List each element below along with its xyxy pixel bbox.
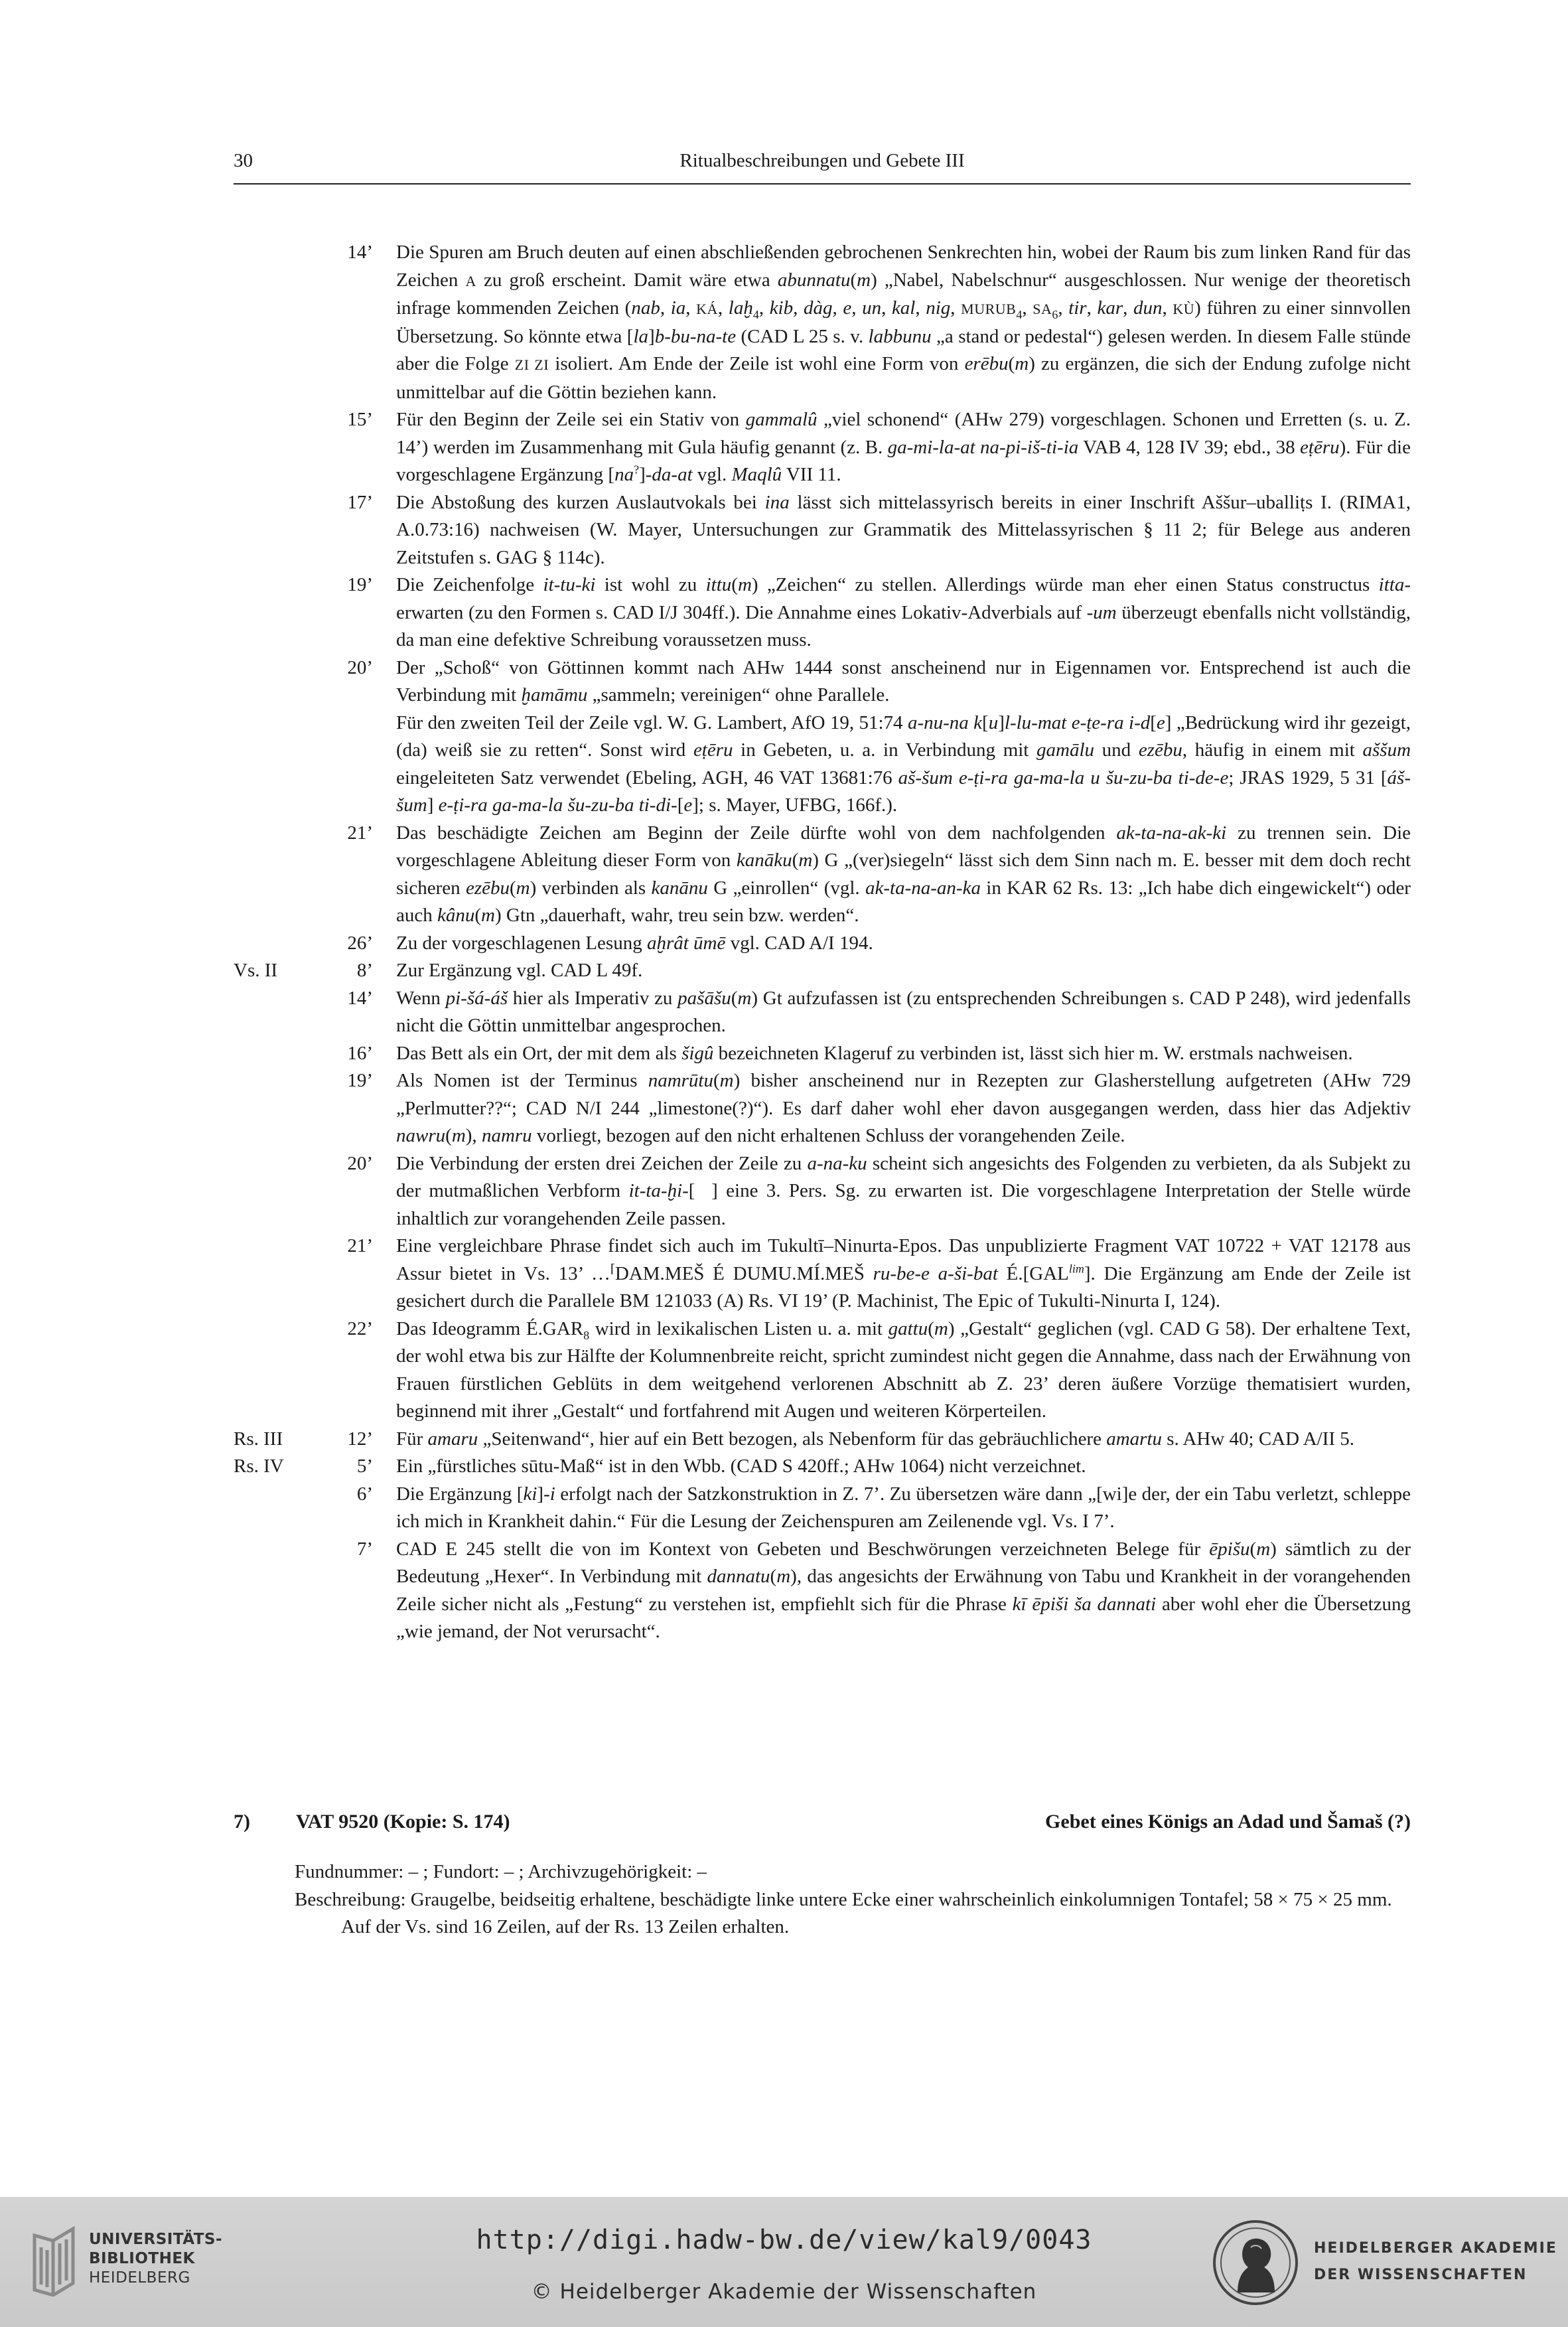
ub-line-1: UNIVERSITÄTS- bbox=[89, 2231, 223, 2248]
line-number: 14’ bbox=[347, 987, 373, 1009]
line-number: 26’ bbox=[347, 932, 373, 954]
note-text: Eine vergleichbare Phrase findet sich auch im Tukultī–Ninurta-Epos. Das unpublizierte Fragment VAT 10722 + VAT 12178 aus Assur bietet in Vs. 13’ …⌈DAM.MEŠ É DUMU.MÍ.MEŠ ru-be-e a-ši-bat $É.[GAL^{lim}]$. Die Ergänzung am Ende der Zeile ist gesichert durch die Parallele BM 121033 (A) Rs. VI 19’ (P. Machinist, The Epic of Tukulti-Ninurta I, 124). bbox=[396, 1235, 1411, 1312]
commentary-note bbox=[234, 1233, 1411, 1315]
commentary-note bbox=[234, 406, 1411, 489]
permalink-url[interactable]: http://digi.hadw-bw.de/view/kal9/0043 bbox=[476, 2225, 1092, 2255]
note-text: Der „Schoß“ von Göttinnen kommt nach AHw 1444 sonst anscheinend nur in Eigennamen vor. Entsprechend ist auch die Verbindung mit ḫamāmu „sammeln; vereinigen“ ohne Parallele. Für den zweiten Teil der Zeile vgl. W. G. Lambert, AfO 19, 51:74 a-nu-na k[u]l-lu-mat e-ṭe-ra i-d[e] „Bedrückung wird ihr gezeigt, (da) weiß sie zu retten“. Sonst wird eṭēru in Gebeten, u. a. in Verbindung mit gamālu und ezēbu, häufig in einem mit aššum eingeleiteten Satz verwendet (Ebeling, AGH, 46 VAT 13681:76 aš-šum e-ṭi-ra ga-ma-la u šu-zu-ba ti-de-e; JRAS 1929, 5 31 [áš-šum] e-ṭi-ra ga-ma-la šu-zu-ba ti-di-[e]; s. Mayer, UFBG, 166f.). bbox=[396, 656, 1411, 816]
line-number: 22’ bbox=[347, 1317, 373, 1339]
commentary-note bbox=[234, 930, 1411, 958]
academy-name bbox=[1314, 2235, 1557, 2289]
tablet-column-label: Rs. III bbox=[234, 1428, 283, 1450]
description: Beschreibung: Graugelbe, beidseitig erhaltene, beschädigte linke untere Ecke einer wahrscheinlich einkolumnigen Tontafel; 58 × 75 × 25 mm. Auf der Vs. sind 16 Zeilen, auf der Rs. 13 Zeilen erhalten. bbox=[295, 1888, 1392, 1937]
note-text: Zu der vorgeschlagenen Lesung aḫrât ūmē vgl. CAD A/I 194. bbox=[396, 932, 873, 954]
line-number: 21’ bbox=[347, 1235, 373, 1256]
note-text: Das Ideogramm $É.GAR_8$ wird in lexikalischen Listen u. a. mit gattu(m) „Gestalt“ geglichen (vgl. CAD G 58). Der erhaltene Text, der wohl etwa bis zur Hälfte der Kolumnenbreite reicht, spricht zumindest nicht gegen die Annahme, dass nach der Erwähnung von Frauen fürstlichen Geblüts in dem weitgehend verlorenen Abschnitt ab Z. 23’ deren äußere Vorzüge thematisiert wurden, beginnend mit ihrer „Gestalt“ und fortfahrend mit Augen und weiteren Körperteilen. bbox=[396, 1317, 1411, 1422]
fund-info: Fundnummer: – ; Fundort: – ; Archivzugehörigkeit: – bbox=[295, 1861, 707, 1882]
note-text: Ein „fürstliches sūtu-Maß“ ist in den Wbb. (CAD S 420ff.; AHw 1064) nicht verzeichnet. bbox=[396, 1456, 1086, 1477]
commentary-note bbox=[234, 820, 1411, 930]
commentary-note bbox=[234, 985, 1411, 1040]
section-name: VAT 9520 (Kopie: S. 174) bbox=[296, 1811, 510, 1833]
note-text: Die Spuren am Bruch deuten auf einen abschließenden gebrochenen Senkrechten hin, wobei der Raum bis zum linken Rand für das Zeichen A zu groß erscheint. Damit wäre etwa abunnatu(m) „Nabel, Nabelschnur“ ausgeschlossen. Nur wenige der theoretisch infrage kommenden Zeichen (nab, ia, KÁ, laḫ$_4$, kib, dàg, e, un, kal, nig, $MURUB_4$, $SA_6$, tir, kar, dun, KÙ) führen zu einer sinnvollen Übersetzung. So könnte etwa [la]b-bu-na-te (CAD L 25 s. v. labbunu „a stand or pedestal“) gelesen werden. In diesem Falle stünde aber die Folge ZI ZI isoliert. Am Ende der Zeile ist wohl eine Form von erēbu(m) zu ergänzen, die sich der Endung zufolge nicht unmittelbar auf die Göttin beziehen kann. bbox=[396, 242, 1411, 403]
note-text: Wenn pi-šá-áš hier als Imperativ zu pašāšu(m) Gt aufzufassen ist (zu entsprechenden Schreibungen s. CAD P 248), wird jedenfalls nicht die Göttin unmittelbar angesprochen. bbox=[396, 987, 1411, 1036]
ub-line-2: BIBLIOTHEK bbox=[89, 2250, 195, 2267]
commentary-note bbox=[234, 489, 1411, 572]
note-text: Das Bett als ein Ort, der mit dem als šigû bezeichneten Klageruf zu verbinden ist, lässt sich hier m. W. erstmals nachweisen. bbox=[396, 1042, 1353, 1064]
commentary-note bbox=[234, 654, 1411, 820]
running-title: Ritualbeschreibungen und Gebete III bbox=[679, 150, 965, 171]
line-number: 12’ bbox=[347, 1428, 373, 1450]
page-number: 30 bbox=[234, 150, 253, 171]
academy-line-2: DER WISSENSCHAFTEN bbox=[1314, 2267, 1528, 2283]
note-text: Die Zeichenfolge it-tu-ki ist wohl zu ittu(m) „Zeichen“ zu stellen. Allerdings würde man eher einen Status constructus itta- erwarten (zu den Formen s. CAD I/J 304ff.). Die Annahme eines Lokativ-Adverbials auf -um überzeugt ebenfalls nicht vollständig, da man eine defektive Schreibung voraussetzen muss. bbox=[396, 574, 1411, 650]
note-text: Als Nomen ist der Terminus namrūtu(m) bisher anscheinend nur in Rezepten zur Glasherstellung aufgetreten (AHw 729 „Perlmutter??“; CAD N/I 244 „limestone(?)“). Es darf daher wohl eher davon ausgegangen werden, dass hier das Adjektiv nawru(m), namru vorliegt, bezogen auf den nicht erhaltenen Schluss der vorangehenden Zeile. bbox=[396, 1070, 1411, 1146]
line-number: 8’ bbox=[356, 960, 373, 981]
commentary-note bbox=[234, 1536, 1411, 1646]
line-number: 15’ bbox=[347, 409, 373, 430]
section-meta bbox=[295, 1858, 1411, 1941]
line-number: 20’ bbox=[347, 656, 373, 678]
note-text: Für amaru „Seitenwand“, hier auf ein Bett bezogen, als Nebenform für das gebräuchlichere amartu s. AHw 40; CAD A/II 5. bbox=[396, 1428, 1355, 1450]
copyright-notice: © Heidelberger Akademie der Wissenschaften bbox=[531, 2280, 1037, 2304]
line-number: 17’ bbox=[347, 491, 373, 513]
note-text: Das beschädigte Zeichen am Beginn der Zeile dürfte wohl von dem nachfolgenden ak-ta-na-ak-ki zu trennen sein. Die vorgeschlagene Ableitung dieser Form von kanāku(m) G „(ver)siegeln“ lässt sich dem Sinn nach m. E. besser mit dem doch recht sicheren ezēbu(m) verbinden als kanānu G „einrollen“ (vgl. ak-ta-na-an-ka in KAR 62 Rs. 13: „Ich habe dich eingewickelt“) oder auch kânu(m) Gtn „dauerhaft, wahr, treu sein bzw. werden“. bbox=[396, 822, 1411, 926]
line-number: 16’ bbox=[347, 1042, 373, 1064]
footer-bar bbox=[0, 2197, 1568, 2327]
commentary-note bbox=[234, 957, 1411, 985]
academy-portrait-logo-icon bbox=[1211, 2218, 1300, 2307]
line-number: 21’ bbox=[347, 822, 373, 844]
commentary-note bbox=[234, 1315, 1411, 1426]
commentary-note bbox=[234, 1426, 1411, 1454]
running-head bbox=[234, 147, 1411, 185]
line-number: 14’ bbox=[347, 242, 373, 263]
tablet-column-label: Vs. II bbox=[234, 960, 278, 981]
commentary-note bbox=[234, 571, 1411, 654]
tablet-column-label: Rs. IV bbox=[234, 1456, 284, 1477]
ub-line-3: HEIDELBERG bbox=[89, 2269, 190, 2287]
note-text: Zur Ergänzung vgl. CAD L 49f. bbox=[396, 960, 643, 981]
section-heading bbox=[234, 1811, 1411, 1840]
commentary-notes bbox=[234, 239, 1411, 1646]
commentary-note bbox=[234, 1067, 1411, 1150]
note-text: Die Abstoßung des kurzen Auslautvokals bei ina lässt sich mittelassyrisch bereits in einer Inschrift Aššur–uballiṭs I. (RIMA1, A.0.73:16) nachweisen (W. Mayer, Untersuchungen zur Grammatik des Mittelassyrischen § 11 2; für Belege aus anderen Zeitstufen s. GAG § 114c). bbox=[396, 491, 1411, 568]
line-number: 19’ bbox=[347, 1070, 373, 1091]
line-number: 7’ bbox=[356, 1538, 373, 1560]
line-number: 19’ bbox=[347, 574, 373, 595]
line-number: 20’ bbox=[347, 1152, 373, 1174]
commentary-note bbox=[234, 1040, 1411, 1068]
commentary-note bbox=[234, 239, 1411, 406]
commentary-note bbox=[234, 1453, 1411, 1481]
commentary-note bbox=[234, 1481, 1411, 1536]
academy-line-1: HEIDELBERGER AKADEMIE bbox=[1314, 2240, 1557, 2257]
section-number: 7) bbox=[234, 1811, 250, 1833]
note-text: CAD E 245 stellt die von im Kontext von Gebeten und Beschwörungen verzeichneten Belege für ēpišu(m) sämtlich zu der Bedeutung „Hexer“. In Verbindung mit dannatu(m), das angesichts der Erwähnung von Tabu und Krankheit in der vorangehenden Zeile sicher nicht als „Festung“ zu verstehen ist, empfiehlt sich für die Phrase kī ēpiši ša dannati aber wohl eher die Übersetzung „wie jemand, der Not verursacht“. bbox=[396, 1538, 1411, 1642]
section-title: Gebet eines Königs an Adad und Šamaš (?) bbox=[1045, 1811, 1411, 1833]
note-text: Für den Beginn der Zeile sei ein Stativ von gammalû „viel schonend“ (AHw 279) vorgeschlagen. Schonen und Erretten (s. u. Z. 14’) werden im Zusammenhang mit Gula häufig genannt (z. B. ga-mi-la-at na-pi-iš-ti-ia VAB 4, 128 IV 39; ebd., 38 eṭēru). Für die vorgeschlagene Ergänzung [na?]-da-at vgl. Maqlû VII 11. bbox=[396, 409, 1411, 485]
line-number: 6’ bbox=[356, 1483, 373, 1505]
line-number: 5’ bbox=[356, 1456, 373, 1477]
note-text: Die Verbindung der ersten drei Zeichen der Zeile zu a-na-ku scheint sich angesichts des Folgenden zu verbieten, da als Subjekt zu der mutmaßlichen Verbform it-ta-ḫi-[ ] eine 3. Pers. Sg. zu erwarten ist. Die vorgeschlagene Interpretation der Stelle würde inhaltlich zur vorangehenden Zeile passen. bbox=[396, 1152, 1411, 1229]
note-text: Die Ergänzung [ki]-i erfolgt nach der Satzkonstruktion in Z. 7’. Zu übersetzen wäre dann „[wi]e der, der ein Tabu verletzt, schleppe ich mich in Krankheit dahin.“ Für die Lesung der Zeichenspuren am Zeilenende vgl. Vs. I 7’. bbox=[396, 1483, 1411, 1532]
commentary-note bbox=[234, 1150, 1411, 1233]
